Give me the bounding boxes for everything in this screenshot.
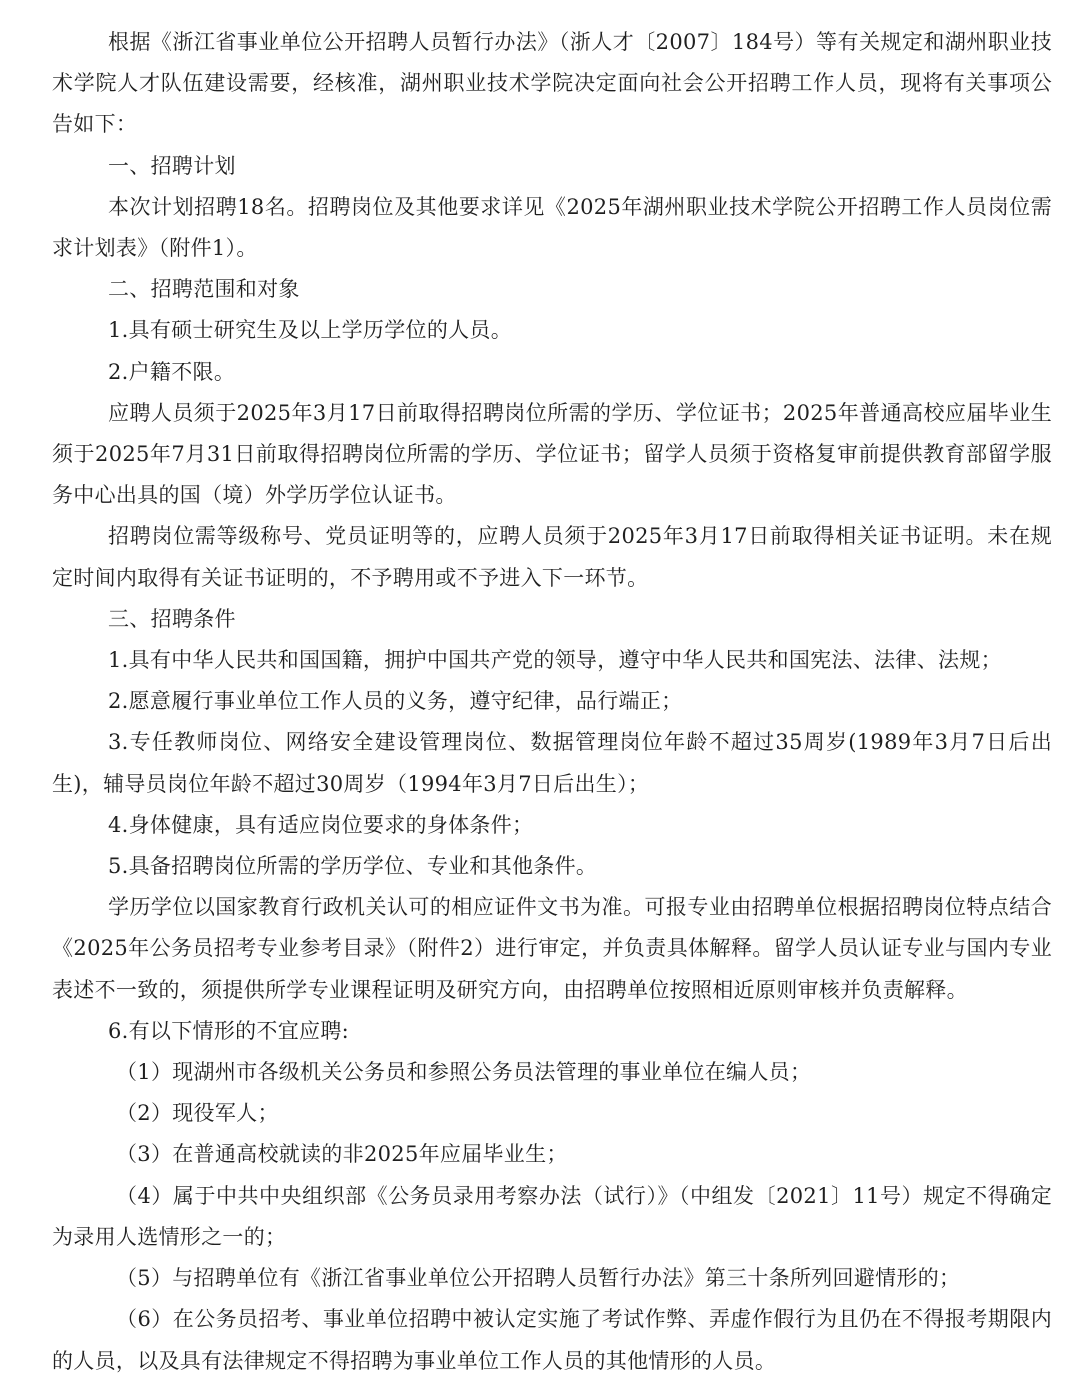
degree-deadline-paragraph: 应聘人员须于2025年3月17日前取得招聘岗位所需的学历、学位证书；2025年普通高校应届毕业生须于2025年7月31日前取得招聘岗位所需的学历、学位证书；留学人员须于资格复审前提供教育部留学服务中心出具的国（境）外学历学位认证书。 xyxy=(52,400,1052,508)
exclusion-item-5: （5）与招聘单位有《浙江省事业单位公开招聘人员暂行办法》第三十条所列回避情形的； xyxy=(116,1266,961,1291)
section-heading-scope: 二、招聘范围和对象 xyxy=(108,277,300,302)
section-heading-plan: 一、招聘计划 xyxy=(108,153,236,178)
exclusion-item-4: （4）属于中共中央组织部《公务员录用考察办法（试行）》（中组发〔2021〕11号）规定不得确定为录用人选情形之一的； xyxy=(52,1183,1052,1249)
document-body xyxy=(52,22,1052,1382)
exclusion-item-2: （2）现役军人； xyxy=(116,1101,279,1126)
intro-paragraph: 根据《浙江省事业单位公开招聘人员暂行办法》（浙人才〔2007〕184号）等有关规定和湖州职业技术学院人才队伍建设需要，经核准，湖州职业技术学院决定面向社会公开招聘工作人员，现将有关事项公告如下： xyxy=(52,30,1052,137)
plan-paragraph: 本次计划招聘18名。招聘岗位及其他要求详见《2025年湖州职业技术学院公开招聘工作人员岗位需求计划表》（附件1）。 xyxy=(52,194,1052,261)
degree-recognition-paragraph: 学历学位以国家教育行政机关认可的相应证件文书为准。可报专业由招聘单位根据招聘岗位特点结合《2025年公务员招考专业参考目录》（附件2）进行审定，并负责具体解释。留学人员认证专业与国内专业表述不一致的，须提供所学专业课程证明及研究方向，由招聘单位按照相近原则审核并负责解释。 xyxy=(52,895,1052,1002)
scope-item-2: 2.户籍不限。 xyxy=(108,359,236,384)
condition-item-2: 2.愿意履行事业单位工作人员的义务，遵守纪律，品行端正； xyxy=(108,689,683,714)
section-heading-conditions: 三、招聘条件 xyxy=(108,606,236,631)
condition-item-3: 3.专任教师岗位、网络安全建设管理岗位、数据管理岗位年龄不超过35周岁(1989年3月7日后出生)，辅导员岗位年龄不超过30周岁（1994年3月7日后出生）； xyxy=(52,730,1052,796)
exclusion-item-3: （3）在普通高校就读的非2025年应届毕业生； xyxy=(116,1142,568,1167)
condition-item-6: 6.有以下情形的不宜应聘: xyxy=(108,1018,350,1043)
exclusion-item-6: （6）在公务员招考、事业单位招聘中被认定实施了考试作弊、弄虚作假行为且仍在不得报考期限内的人员，以及具有法律规定不得招聘为事业单位工作人员的其他情形的人员。 xyxy=(52,1307,1052,1373)
scope-item-1: 1.具有硕士研究生及以上学历学位的人员。 xyxy=(108,318,513,343)
cut-off-next-line xyxy=(108,1384,288,1393)
condition-item-1: 1.具有中华人民共和国国籍，拥护中国共产党的领导，遵守中华人民共和国宪法、法律、法规； xyxy=(108,648,1002,673)
certificate-paragraph: 招聘岗位需等级称号、党员证明等的，应聘人员须于2025年3月17日前取得相关证书证明。未在规定时间内取得有关证书证明的，不予聘用或不予进入下一环节。 xyxy=(52,524,1052,590)
condition-item-4: 4.身体健康，具有适应岗位要求的身体条件； xyxy=(108,812,534,837)
condition-item-5: 5.具备招聘岗位所需的学历学位、专业和其他条件。 xyxy=(108,854,598,879)
exclusion-item-1: （1）现湖州市各级机关公务员和参照公务员法管理的事业单位在编人员； xyxy=(116,1060,812,1085)
